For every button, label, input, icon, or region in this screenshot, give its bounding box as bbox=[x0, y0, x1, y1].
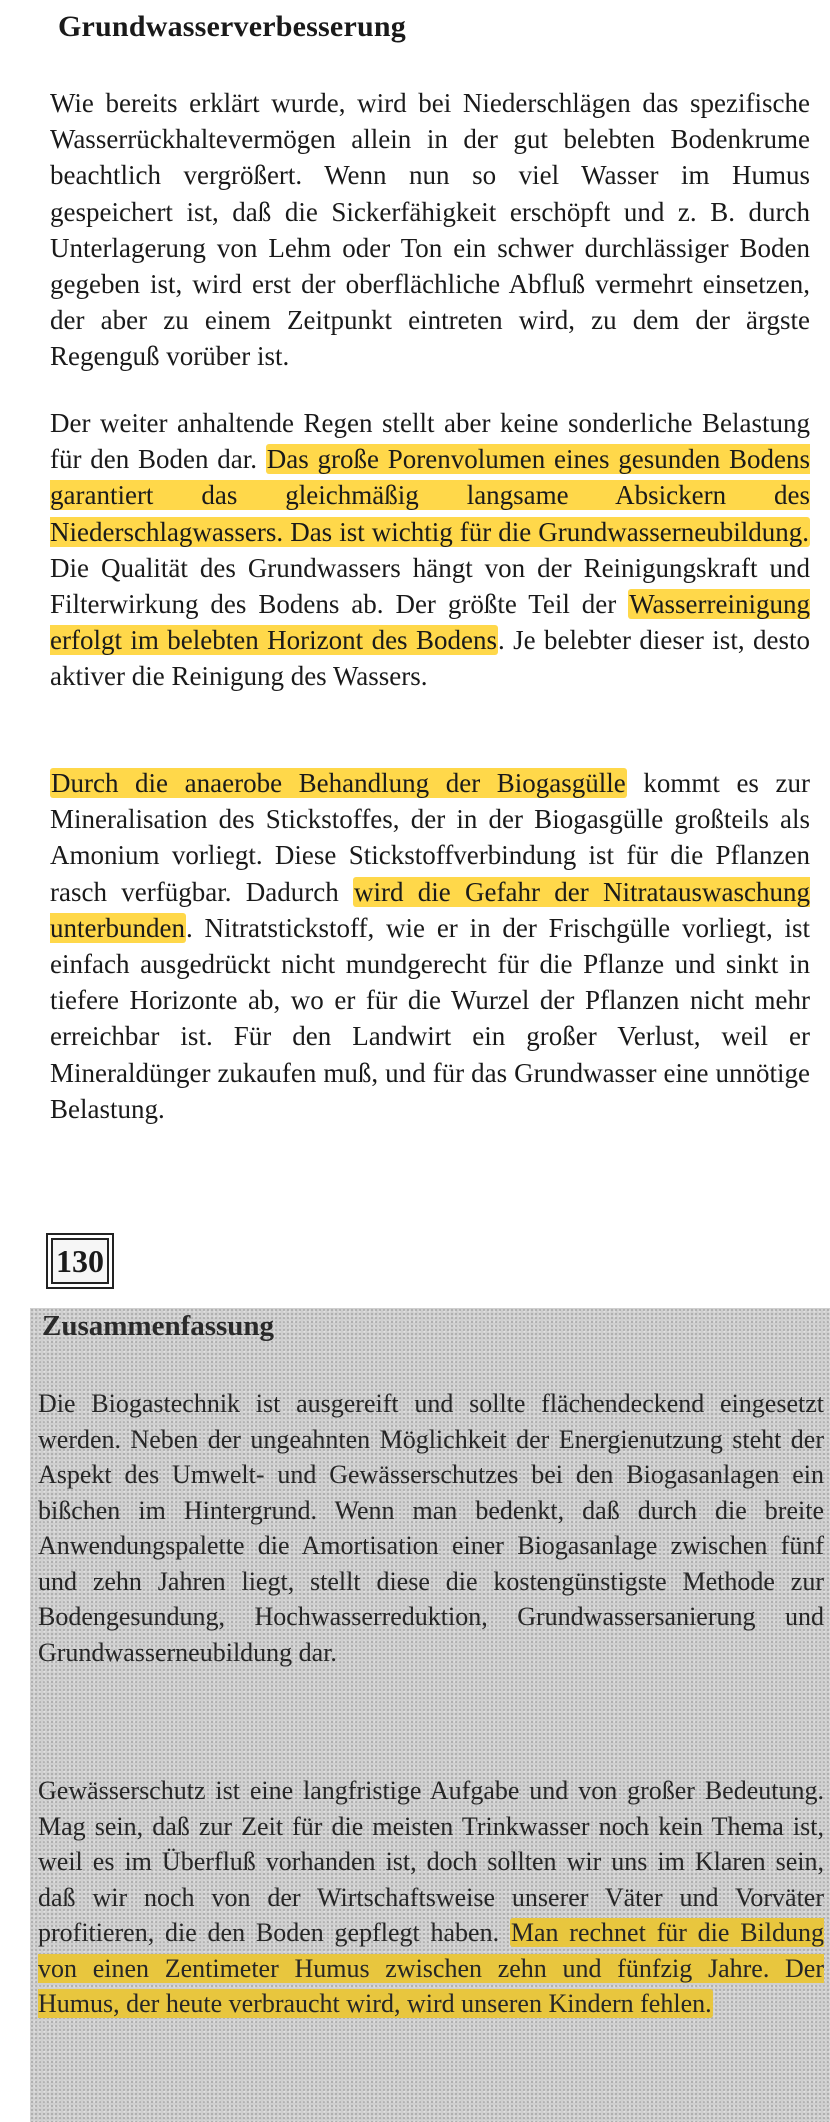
paragraph-text: . Nitratstickstoff, wie er in der Frischgülle vorliegt, ist einfach ausgedrückt nicht mundgerecht für die Pflanze und sinkt in tiefere Horizonte ab, wo er für die Wurzel der Pflanzen nicht mehr erreichbar ist. Für den Landwirt ein großer Verlust, weil er Mineraldünger zukaufen muß, und für das Grundwasser eine unnötige Belastung. bbox=[50, 912, 810, 1124]
highlighted-text: Man rechnet für die Bildung von einen Zentimeter Humus zwischen zehn und fünfzig Jahre. Der Humus, der heute verbraucht wird, wird unseren Kindern fehlen. bbox=[38, 1918, 825, 2018]
paragraph-nitrogen bbox=[50, 765, 810, 1127]
summary-paragraph bbox=[38, 1773, 824, 2022]
highlighted-text: Durch die anaerobe Behandlung der Biogasgülle bbox=[51, 768, 626, 798]
paragraph-text: Der weiter anhaltende Regen stellt aber keine sonderliche Belastung für den Boden dar. bbox=[50, 408, 810, 475]
paragraph-text: kommt es zur Mineralisation des Stickstoffes, der in der Biogasgülle großteils als Amonium vorliegt. Diese Stickstoffverbindung ist für die Pflanzen rasch verfügbar. Dadurch bbox=[50, 768, 810, 907]
highlighted-text: Wasserreinigung erfolgt im belebten Horizont des Bodens bbox=[50, 589, 810, 656]
paragraph-text: . Je belebter dieser ist, desto aktiver die Reinigung des Wassers. bbox=[50, 625, 810, 692]
paragraph-text: Die Qualität des Grundwassers hängt von der Reinigungskraft und Filterwirkung des Bodens ab. Der größte Teil der bbox=[50, 552, 810, 620]
paragraph-text: Wie bereits erklärt wurde, wird bei Niederschlägen das spezifische Wasserrückhaltevermögen allein in der gut belebten Bodenkrume beachtlich vergrößert. Wenn nun so viel Wasser im Humus gespeichert ist, daß die Sickerfähigkeit erschöpft und z. B. durch Unterlagerung von Lehm oder Ton ein schwer durchlässiger Boden gegeben ist, wird erst der oberflächliche Abfluß vermehrt einsetzen, der aber zu einem Zeitpunkt eintreten wird, zu dem der ärgste Regenguß vorüber ist. bbox=[50, 88, 810, 372]
paragraph-soil-filtering bbox=[50, 405, 810, 695]
paragraph-text: Die Biogastechnik ist ausgereift und sollte flächendeckend eingesetzt werden. Neben der ungeahnten Möglichkeit der Energienutzung steht der Aspekt des Umwelt- und Gewässerschutzes bei den Biogasanlagen ein bißchen im Hintergrund. Wenn man bedenkt, daß durch die breite Anwendungspalette die Amortisation einer Biogasanlage zwischen fünf und zehn Jahren liegt, stellt diese die kostengünstigste Methode zur Bodengesundung, Hochwasserreduktion, Grundwassersanierung und Grundwasserneubildung dar. bbox=[38, 1389, 824, 1667]
summary-title: Zusammenfassung bbox=[42, 1310, 275, 1342]
summary-paragraph bbox=[38, 1386, 824, 1670]
summary-box bbox=[30, 1308, 830, 2122]
section-heading: Grundwasserverbesserung bbox=[58, 10, 406, 43]
highlighted-text: wird die Gefahr der Nitratauswaschung unterbunden bbox=[50, 876, 810, 943]
page-number: 130 bbox=[46, 1233, 114, 1289]
highlighted-text: Das große Porenvolumen eines gesunden Bodens garantiert das gleichmäßig langsame Absickern des Niederschlagwassers. Das ist wichtig für die Grundwasserneubildung. bbox=[50, 444, 810, 547]
paragraph-infiltration bbox=[50, 85, 810, 375]
paragraph-text: Gewässerschutz ist eine langfristige Aufgabe und von großer Bedeutung. Mag sein, daß zur Zeit für die meisten Trinkwasser noch kein Thema ist, weil es im Überfluß vorhanden ist, doch sollten wir uns im Klaren sein, daß wir noch von der Wirtschaftsweise unserer Väter und Vorväter profitieren, die den Boden gepflegt haben. bbox=[38, 1776, 824, 1947]
